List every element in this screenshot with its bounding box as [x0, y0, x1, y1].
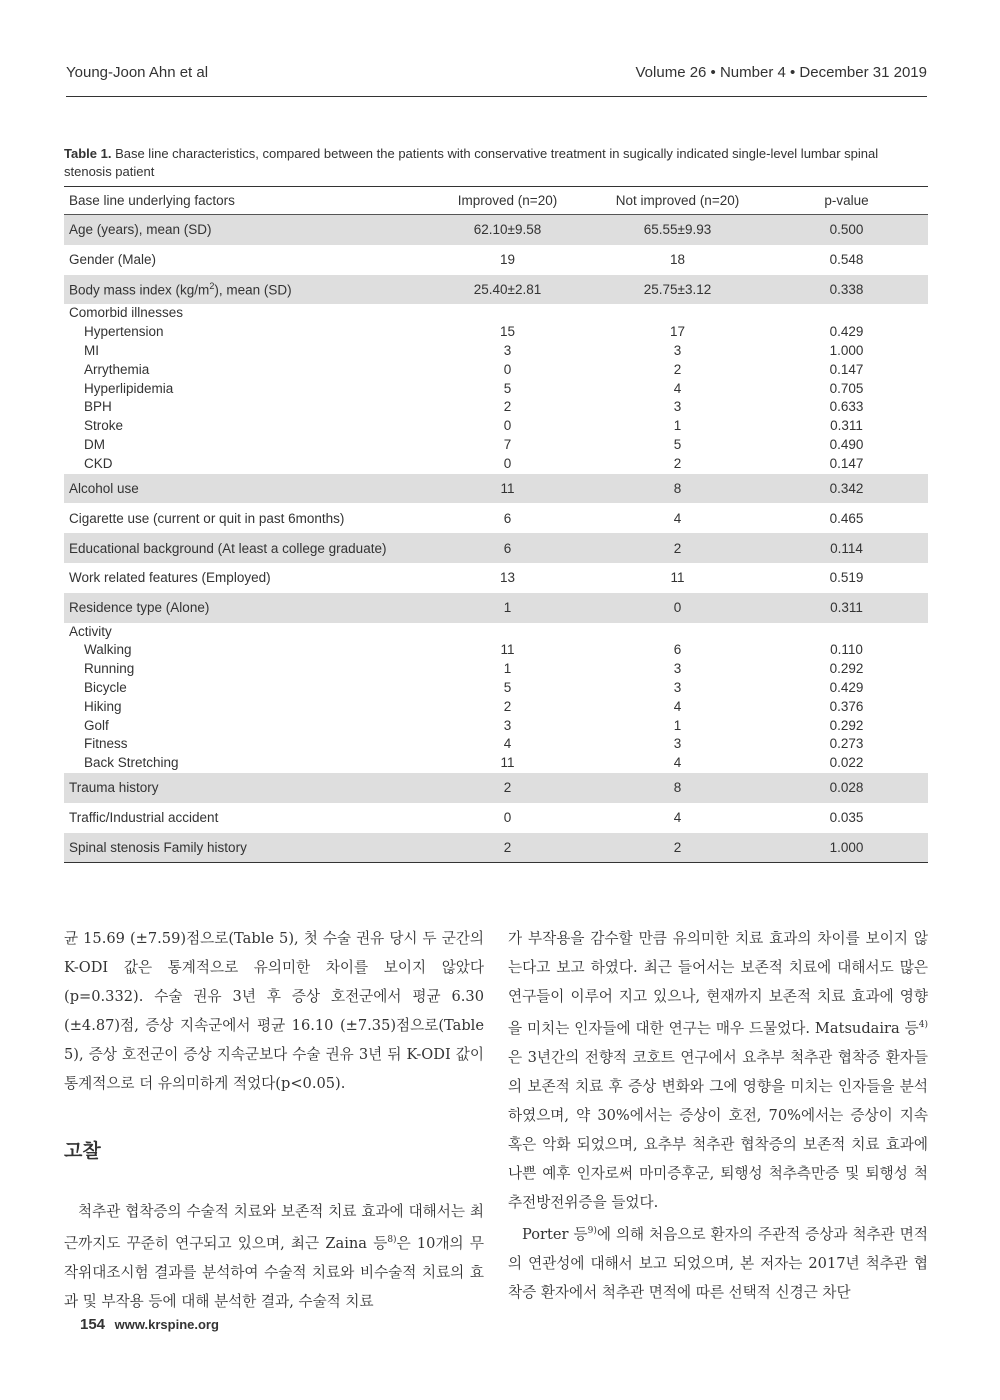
- not-improved-value: 8: [590, 474, 765, 504]
- baseline-characteristics-table: [64, 186, 928, 863]
- row-label: Cigarette use (current or quit in past 6months): [69, 510, 345, 526]
- improved-value: 13: [499, 570, 516, 586]
- p-value: 0.429: [829, 679, 864, 695]
- row-label: Work related features (Employed): [69, 570, 271, 586]
- sub-label: MI: [84, 342, 99, 358]
- sub-label: Running: [84, 661, 135, 677]
- row-label: [64, 275, 425, 305]
- body-paragraph: 척추관 협착증의 수술적 치료와 보존적 치료 효과에 대해서는 최근까지도 꾸준히 연구되고 있으며, 최근 Zaina 등$^{8)}$은 10개의 무작위대조시험 결과를 분석하여 수술적 치료와 비수술적 치료의 효과 및 부작용 등에 대해 분석한 결과, 수술적 치료: [64, 1203, 484, 1310]
- not-improved-value: 2: [590, 533, 765, 563]
- p-value: 0.147: [829, 361, 864, 377]
- not-improved-value: 11: [670, 570, 685, 586]
- not-improved-value: 4: [673, 380, 682, 396]
- improved-value: 4: [503, 736, 512, 752]
- table-row-work: [64, 563, 928, 593]
- body-right-column: [508, 924, 928, 1307]
- not-improved-value: 0: [590, 593, 765, 623]
- improved-value: 11: [425, 474, 590, 504]
- improved-value: 3: [503, 342, 512, 358]
- body-paragraph: 균 15.69 (±7.59)점으로(Table 5), 첫 수술 권유 당시 두 군간의 K-ODI 값은 통계적으로 유의미한 차이를 보이지 않았다(p=0.332). 수술 권유 3년 후 증상 호전군에서 평균 6.30 (±4.87)점, 증상 지속군에서 평균 16.10 (±7.35)점으로(Table 5), 증상 호전군이 증상 지속군보다 수술 권유 3년 뒤 K-ODI 값이 통계적으로 더 유의미하게 적었다(p<0.05).: [64, 930, 484, 1092]
- improved-value: 1: [503, 661, 512, 677]
- sub-label: Golf: [84, 717, 109, 733]
- not-improved-value: 1: [673, 717, 682, 733]
- sub-label: Walking: [84, 642, 132, 658]
- improved-value: 0: [503, 810, 512, 826]
- header-factor: Base line underlying factors: [64, 187, 425, 215]
- improved-value: 62.10±9.58: [425, 215, 590, 245]
- table-row-gender: [64, 245, 928, 275]
- improved-value: 0: [503, 418, 512, 434]
- table-row-trauma: [64, 773, 928, 803]
- p-value: 1.000: [765, 833, 928, 863]
- p-value: 0.705: [829, 380, 864, 396]
- p-value: 0.292: [829, 661, 864, 677]
- table-row-bmi: [64, 275, 928, 305]
- improved-value: 11: [500, 642, 515, 658]
- improved-value: 2: [503, 698, 512, 714]
- not-improved-value: 18: [669, 252, 686, 268]
- not-improved-value: 4: [673, 810, 682, 826]
- table-row-traffic: [64, 803, 928, 833]
- section-heading: 고찰: [64, 1140, 101, 1162]
- p-value: 0.633: [829, 399, 864, 415]
- improved-value: 11: [500, 755, 515, 771]
- p-value: 0.022: [829, 755, 864, 771]
- improved-value: 19: [499, 252, 516, 268]
- page-number: 154: [80, 1316, 106, 1333]
- p-value: 0.028: [765, 773, 928, 803]
- improved-value: 6: [425, 533, 590, 563]
- not-improved-value: 3: [673, 736, 682, 752]
- table-row-age: [64, 215, 928, 245]
- p-value: 0.147: [829, 455, 864, 471]
- p-value: 0.110: [830, 642, 863, 658]
- header-authors: Young-Joon Ahn et al: [66, 64, 209, 81]
- bmi-label-post: ), mean (SD): [214, 282, 292, 298]
- p-value: 0.429: [829, 324, 864, 340]
- body-paragraph: Porter 등$^{9)}$에 의해 처음으로 환자의 주관적 증상과 척추관 면적의 연관성에 대해서 보고 되었으며, 본 저자는 2017년 척추관 협착증 환자에서 척추관 면적에 따른 선택적 신경근 차단: [508, 1225, 928, 1301]
- table-row-alcohol: [64, 474, 928, 504]
- row-label: Traffic/Industrial accident: [69, 810, 219, 826]
- table-row-education: [64, 533, 928, 563]
- p-value: 0.311: [765, 593, 928, 623]
- table-row-family-history: [64, 833, 928, 863]
- improved-value: 2: [425, 773, 590, 803]
- page-footer: [80, 1316, 219, 1333]
- row-label: Age (years), mean (SD): [64, 215, 425, 245]
- citation: 8): [387, 1235, 397, 1245]
- header-improved: Improved (n=20): [425, 187, 590, 215]
- improved-value: 0: [503, 361, 512, 377]
- row-label: Alcohol use: [64, 474, 425, 504]
- not-improved-value: 2: [590, 833, 765, 863]
- not-improved-value: 17: [669, 324, 686, 340]
- bmi-label-pre: Body mass index (kg/m: [69, 282, 210, 298]
- improved-value: 3: [503, 717, 512, 733]
- p-value: 0.342: [765, 474, 928, 504]
- row-label: Residence type (Alone): [64, 593, 425, 623]
- not-improved-value: 2: [673, 361, 682, 377]
- p-value: 0.292: [829, 717, 864, 733]
- group-title: Comorbid illnesses: [69, 305, 184, 321]
- sub-label: Back Stretching: [84, 755, 179, 771]
- not-improved-value: 1: [673, 418, 682, 434]
- not-improved-value: 4: [673, 510, 682, 526]
- sub-label: Bicycle: [84, 679, 127, 695]
- row-label: Gender (Male): [69, 252, 157, 268]
- header-p-value: p-value: [765, 187, 928, 215]
- sub-label: CKD: [84, 455, 113, 471]
- sub-label: Hypertension: [84, 324, 164, 340]
- sub-label: Stroke: [84, 418, 124, 434]
- p-value: 0.490: [829, 436, 864, 452]
- improved-value: 5: [503, 679, 512, 695]
- header-volume-info: Volume 26 • Number 4 • December 31 2019: [635, 64, 927, 81]
- sub-label: DM: [84, 436, 105, 452]
- not-improved-value: 5: [673, 436, 682, 452]
- not-improved-value: 65.55±9.93: [590, 215, 765, 245]
- improved-value: 2: [503, 399, 512, 415]
- sub-label: Hiking: [84, 698, 122, 714]
- p-value: 0.548: [829, 252, 864, 268]
- row-label: Educational background (At least a college graduate): [64, 533, 425, 563]
- p-value: 0.465: [829, 510, 864, 526]
- not-improved-value: 3: [673, 679, 682, 695]
- citation: 9): [587, 1225, 597, 1236]
- citation: 4): [918, 1020, 928, 1030]
- header-not-improved: Not improved (n=20): [590, 187, 765, 215]
- row-label: Trauma history: [64, 773, 425, 803]
- improved-value: 2: [425, 833, 590, 863]
- not-improved-value: 3: [673, 661, 682, 677]
- table-caption-text: Base line characteristics, compared between the patients with conservative treatment in sugically indicated single-level lumbar spinal stenosis patient: [64, 146, 879, 179]
- sub-label: Fitness: [84, 736, 128, 752]
- row-label: Spinal stenosis Family history: [64, 833, 425, 863]
- p-value: 0.376: [829, 698, 864, 714]
- bmi-label-sup: 2: [209, 281, 215, 292]
- group-title: Activity: [69, 623, 112, 639]
- table-group-activity: [64, 623, 928, 773]
- improved-value: 0: [503, 455, 512, 471]
- running-header: [66, 64, 927, 97]
- table-header-row: [64, 187, 928, 215]
- table-row-cigarette: [64, 503, 928, 533]
- not-improved-value: 8: [590, 773, 765, 803]
- sub-label: Arrythemia: [84, 361, 150, 377]
- improved-value: 6: [503, 510, 512, 526]
- body-paragraph: 가 부작용을 감수할 만큼 유의미한 치료 효과의 차이를 보이지 않는다고 보고 하였다. 최근 들어서는 보존적 치료에 대해서도 많은 연구들이 이루어 지고 있으나, 현재까지 보존적 치료 효과에 영향을 미치는 인자들에 대한 연구는 매우 드물었다. Matsudaira 등$^{4)}$은 3년간의 전향적 코호트 연구에서 요추부 척추관 협착증 환자들의 보존적 치료 후 증상 변화와 그에 영향을 미치는 인자들을 분석 하였으며, 약 30%에서는 증상이 호전, 70%에서는 증상이 지속 혹은 악화 되었으며, 요추부 척추관 협착증의 보존적 치료 효과에 나쁜 예후 인자로써 마미증후군, 퇴행성 척추측만증 및 퇴행성 척추전방전위증을 들었다.: [508, 930, 928, 1211]
- table-row-residence: [64, 593, 928, 623]
- not-improved-value: 6: [673, 642, 682, 658]
- p-value: 0.519: [829, 570, 864, 586]
- improved-value: 15: [499, 324, 516, 340]
- not-improved-value: 25.75±3.12: [590, 275, 765, 305]
- not-improved-value: 3: [673, 399, 682, 415]
- body-left-column: [64, 924, 484, 1316]
- journal-website: www.krspine.org: [114, 1317, 219, 1332]
- sub-label: BPH: [84, 399, 112, 415]
- improved-value: 1: [425, 593, 590, 623]
- table-group-comorbid: [64, 304, 928, 473]
- p-value: 0.500: [765, 215, 928, 245]
- improved-value: 25.40±2.81: [425, 275, 590, 305]
- not-improved-value: 2: [673, 455, 682, 471]
- table-caption-label: Table 1.: [64, 146, 112, 161]
- p-value: 0.338: [765, 275, 928, 305]
- p-value: 0.035: [829, 810, 864, 826]
- improved-value: 5: [503, 380, 512, 396]
- p-value: 0.114: [765, 533, 928, 563]
- p-value: 0.273: [829, 736, 864, 752]
- improved-value: 7: [503, 436, 512, 452]
- table-caption: [64, 145, 928, 181]
- not-improved-value: 4: [673, 755, 682, 771]
- not-improved-value: 4: [673, 698, 682, 714]
- sub-label: Hyperlipidemia: [84, 380, 174, 396]
- p-value: 0.311: [830, 418, 863, 434]
- p-value: 1.000: [829, 342, 864, 358]
- not-improved-value: 3: [673, 342, 682, 358]
